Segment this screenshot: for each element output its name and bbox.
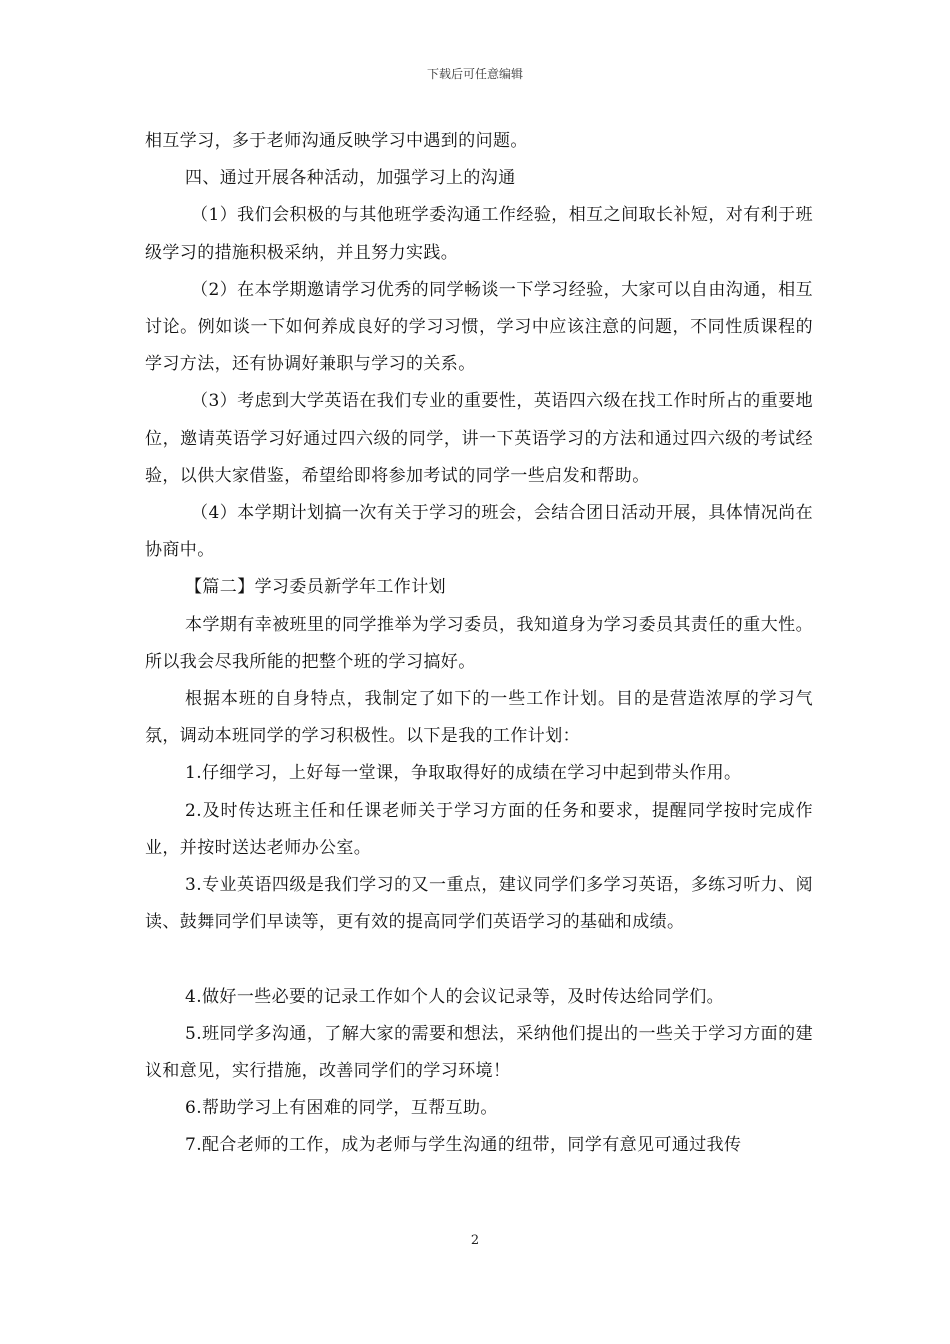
paragraph-plan-intro: 根据本班的自身特点，我制定了如下的一些工作计划。目的是营造浓厚的学习气氛，调动本班同学的学习积极性。以下是我的工作计划： (145, 689, 813, 747)
section-heading-four: 四、通过开展各种活动，加强学习上的沟通 (185, 168, 516, 189)
plan-item-6: 6.帮助学习上有困难的同学，互帮互助。 (185, 1098, 498, 1119)
document-body (145, 123, 813, 1165)
paragraph-item-4: （4）本学期计划搞一次有关于学习的班会，会结合团日活动开展，具体情况尚在协商中。 (145, 503, 813, 561)
paragraph-item-3: （3）考虑到大学英语在我们专业的重要性，英语四六级在找工作时所占的重要地位，邀请英语学习好通过四六级的同学，讲一下英语学习的方法和通过四六级的考试经验，以供大家借鉴，希望给即将参加考试的同学一些启发和帮助。 (145, 391, 813, 486)
plan-item-2: 2.及时传达班主任和任课老师关于学习方面的任务和要求，提醒同学按时完成作业，并按时送达老师办公室。 (145, 800, 813, 858)
blank-line (145, 941, 813, 978)
page-number: 2 (470, 1233, 480, 1248)
plan-item-5: 5.班同学多沟通，了解大家的需要和想法，采纳他们提出的一些关于学习方面的建议和意见，实行措施，改善同学们的学习环境！ (145, 1023, 813, 1082)
plan-item-7: 7.配合老师的工作，成为老师与学生沟通的纽带，同学有意见可通过我传 (185, 1135, 742, 1156)
paragraph-intro: 本学期有幸被班里的同学推举为学习委员，我知道身为学习委员其责任的重大性。所以我会尽我所能的把整个班的学习搞好。 (145, 614, 813, 672)
paragraph-continuation: 相互学习，多于老师沟通反映学习中遇到的问题。 (145, 131, 528, 151)
page-header: 下载后可任意编辑 (426, 67, 523, 81)
paragraph-item-1: （1）我们会积极的与其他班学委沟通工作经验，相互之间取长补短，对有利于班级学习的措施积极采纳，并且努力实践。 (145, 205, 813, 263)
paragraph-item-2: （2）在本学期邀请学习优秀的同学畅谈一下学习经验，大家可以自由沟通，相互讨论。例如谈一下如何养成良好的学习习惯，学习中应该注意的问题，不同性质课程的学习方法，还有协调好兼职与学习的关系。 (145, 279, 813, 375)
plan-item-3: 3.专业英语四级是我们学习的又一重点，建议同学们多学习英语，多练习听力、阅读、鼓舞同学们早读等，更有效的提高同学们英语学习的基础和成绩。 (145, 875, 813, 933)
plan-item-1: 1.仔细学习，上好每一堂课，争取取得好的成绩在学习中起到带头作用。 (185, 763, 742, 784)
section-title-part-two: 【篇二】学习委员新学年工作计划 (185, 577, 446, 598)
plan-item-4: 4.做好一些必要的记录工作如个人的会议记录等，及时传达给同学们。 (185, 986, 725, 1007)
